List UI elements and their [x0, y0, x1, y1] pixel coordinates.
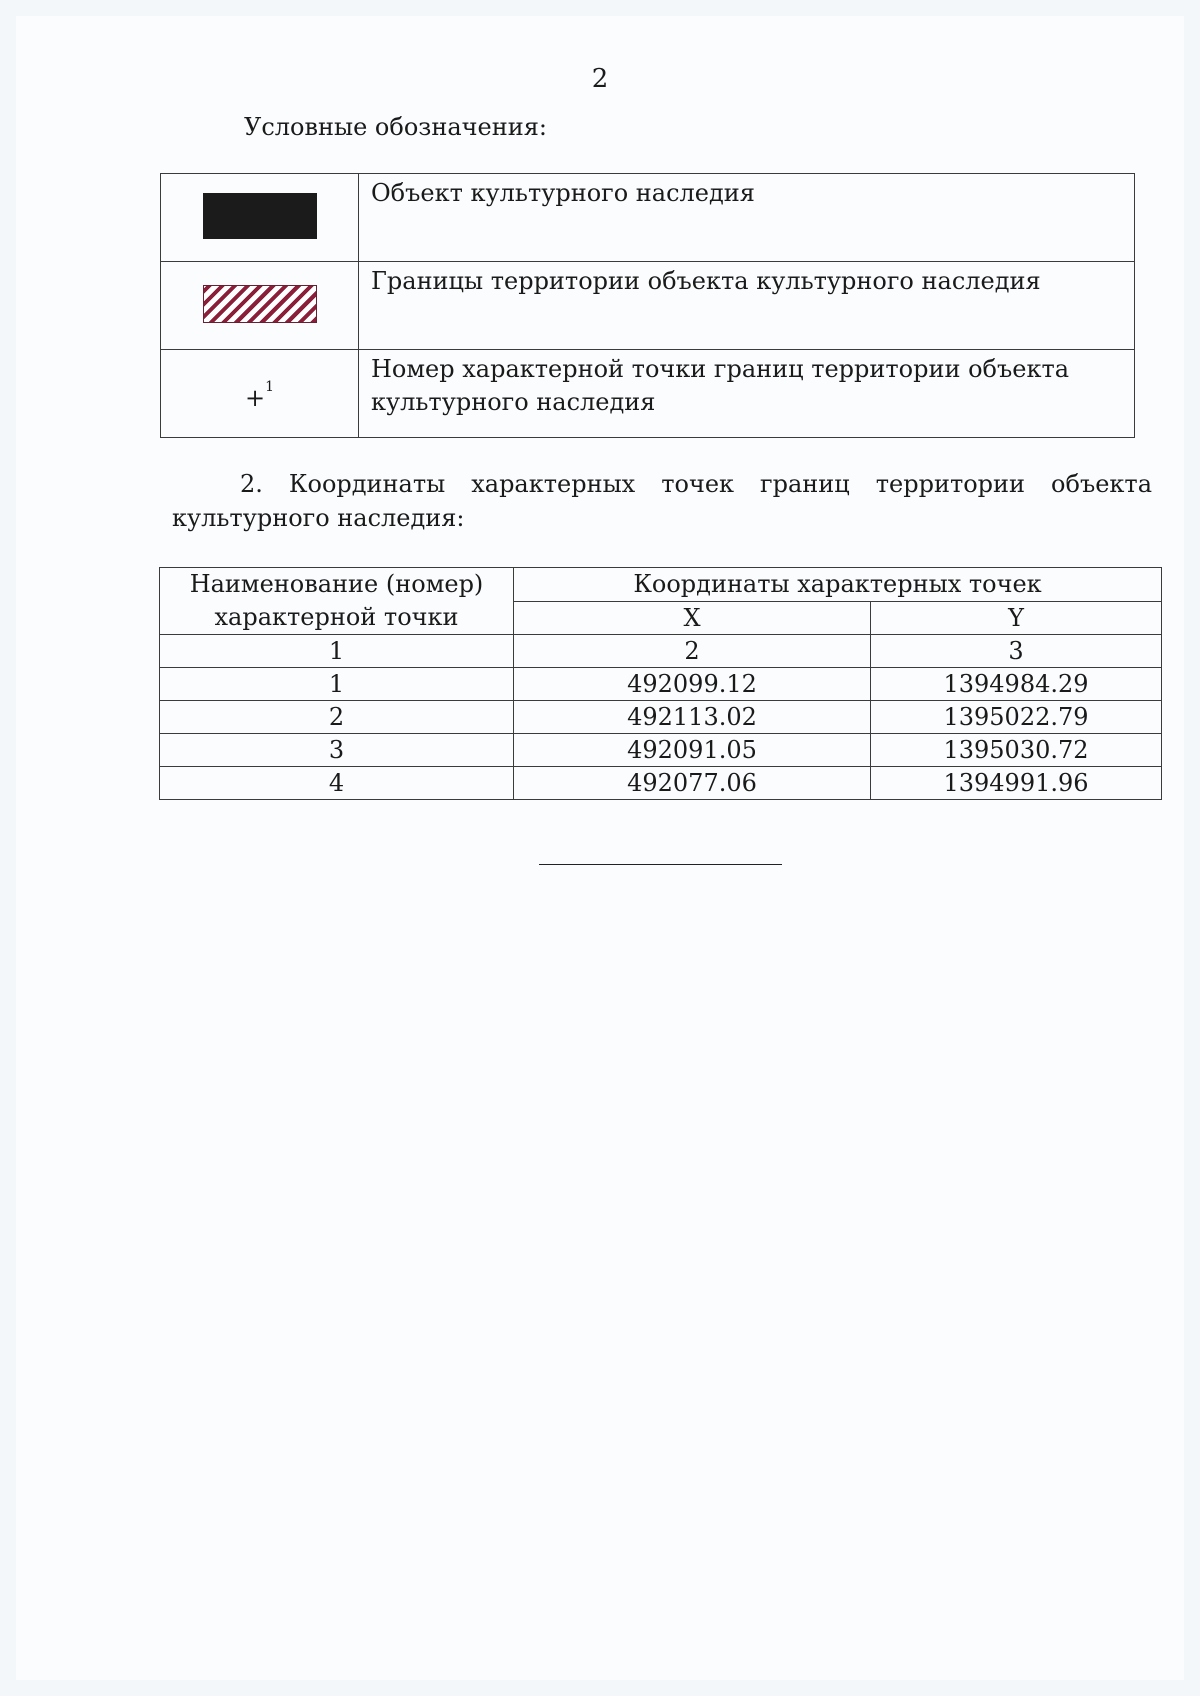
legend-description: Номер характерной точки границ территории объекта культурного наследия: [359, 350, 1135, 438]
coordinates-intro-line-2: культурного наследия:: [172, 504, 465, 532]
table-row: [160, 668, 1162, 701]
x-coordinate: 492091.05: [514, 734, 871, 767]
column-number: 2: [514, 635, 871, 668]
point-number: 3: [160, 734, 514, 767]
page-number: 2: [591, 64, 609, 94]
legend-symbol-cell: [161, 174, 359, 262]
column-number-row: [160, 635, 1162, 668]
legend-row: [161, 174, 1135, 262]
table-row: [160, 734, 1162, 767]
y-coordinate: 1395030.72: [871, 734, 1162, 767]
legend-description: Объект культурного наследия: [359, 174, 1135, 262]
point-number-superscript: 1: [265, 378, 275, 395]
x-coordinate: 492099.12: [514, 668, 871, 701]
table-header-row: [160, 568, 1162, 602]
territory-boundary-hatch-icon: [203, 285, 317, 323]
coordinates-table: [159, 567, 1162, 800]
y-coordinate: 1395022.79: [871, 701, 1162, 734]
legend-row: [161, 350, 1135, 438]
end-separator-line: [539, 864, 782, 865]
heritage-object-symbol-icon: [203, 193, 317, 239]
point-number-symbol: [244, 378, 275, 412]
legend-description: Границы территории объекта культурного наследия: [359, 262, 1135, 350]
table-row: [160, 767, 1162, 800]
header-coordinates: Координаты характерных точек: [514, 568, 1162, 602]
header-y: Y: [871, 601, 1162, 635]
point-number: 2: [160, 701, 514, 734]
coordinates-intro-line-1: 2. Координаты характерных точек границ территории объекта: [240, 470, 1152, 498]
plus-marker-icon: +: [244, 383, 266, 412]
x-coordinate: 492077.06: [514, 767, 871, 800]
legend-heading: Условные обозначения:: [244, 113, 547, 141]
table-row: [160, 701, 1162, 734]
point-number: 1: [160, 668, 514, 701]
legend-table: [160, 173, 1135, 438]
point-number: 4: [160, 767, 514, 800]
column-number: 1: [160, 635, 514, 668]
coordinates-intro: [172, 467, 1152, 535]
column-number: 3: [871, 635, 1162, 668]
y-coordinate: 1394984.29: [871, 668, 1162, 701]
x-coordinate: 492113.02: [514, 701, 871, 734]
y-coordinate: 1394991.96: [871, 767, 1162, 800]
header-x: X: [514, 601, 871, 635]
legend-symbol-cell: [161, 350, 359, 438]
header-point-name: Наименование (номер) характерной точки: [160, 568, 514, 635]
legend-symbol-cell: [161, 262, 359, 350]
legend-row: [161, 262, 1135, 350]
